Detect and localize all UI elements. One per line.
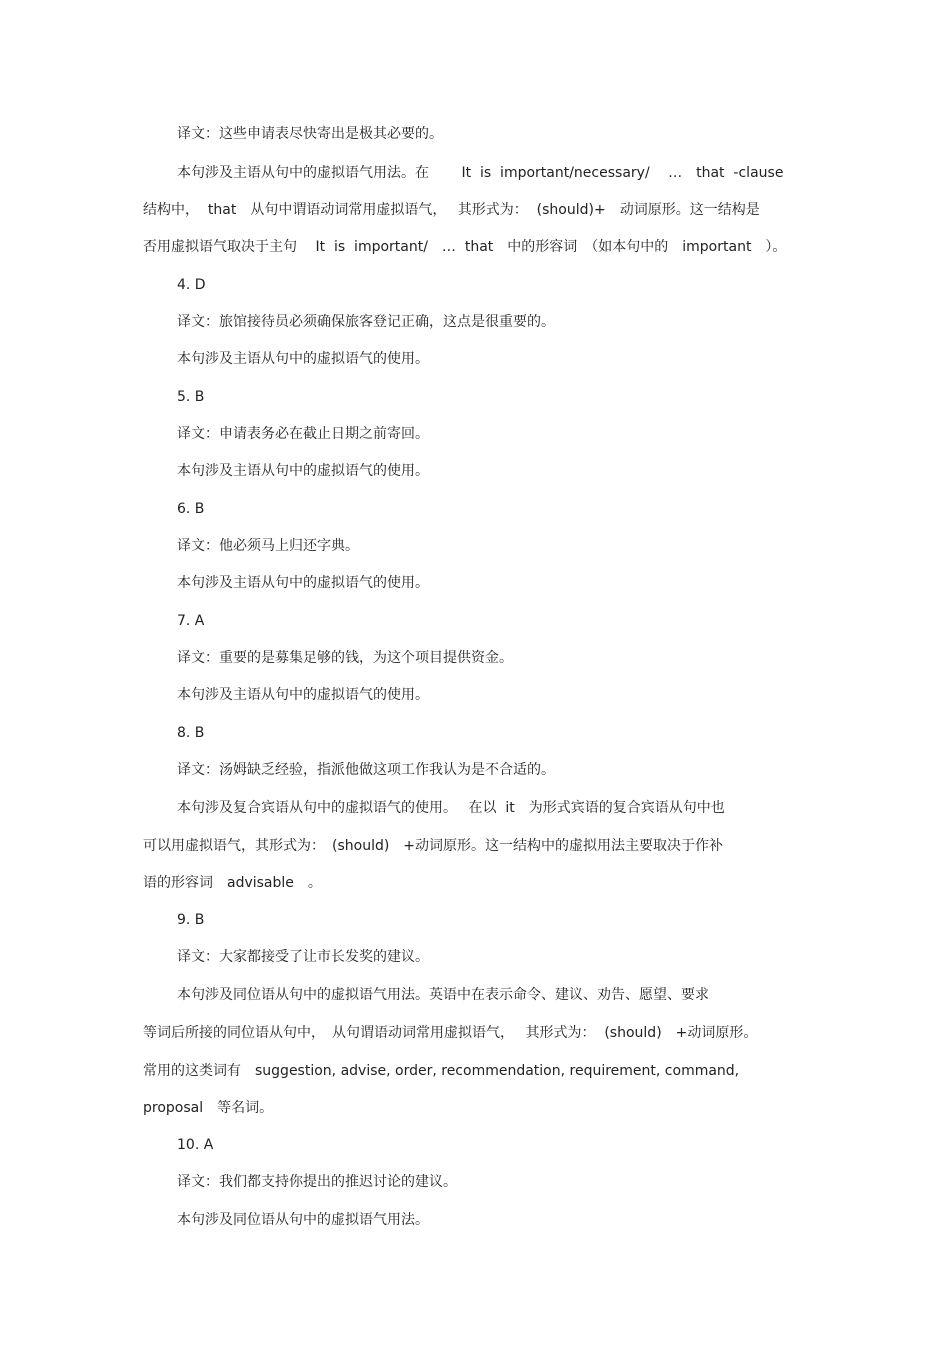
answer-heading: 7. A (177, 613, 205, 629)
explanation-line: 结构中， that 从句中谓语动词常用虚拟语气， 其形式为： (should)+ 动词原形。这一结构是 (143, 202, 760, 218)
translation-line: 译文：重要的是募集足够的钱，为这个项目提供资金。 (177, 650, 513, 666)
explanation-line: 常用的这类词有 suggestion, advise, order, recommendation, requirement, command, (143, 1063, 740, 1079)
answer-heading: 6. B (177, 501, 205, 517)
explanation-line: 本句涉及主语从句中的虚拟语气用法。在 It is important/necessary/ … that -clause (177, 165, 784, 181)
answer-heading: 10. A (177, 1137, 214, 1153)
answer-heading: 4. D (177, 277, 206, 293)
explanation-line: 本句涉及同位语从句中的虚拟语气用法。英语中在表示命令、建议、劝告、愿望、要求 (177, 987, 709, 1003)
translation-line: 译文：旅馆接待员必须确保旅客登记正确，这点是很重要的。 (177, 314, 555, 330)
explanation-line: 否用虚拟语气取决于主句 It is important/ … that 中的形容词 （如本句中的 important ）。 (143, 239, 787, 255)
answer-heading: 9. B (177, 912, 205, 928)
explanation-line: 本句涉及主语从句中的虚拟语气的使用。 (177, 463, 429, 479)
answer-heading: 5. B (177, 389, 205, 405)
answer-heading: 8. B (177, 725, 205, 741)
explanation-line: proposal 等名词。 (143, 1100, 274, 1116)
explanation-line: 语的形容词 advisable 。 (143, 875, 322, 891)
explanation-line: 本句涉及主语从句中的虚拟语气的使用。 (177, 687, 429, 703)
explanation-line: 本句涉及主语从句中的虚拟语气的使用。 (177, 575, 429, 591)
explanation-line: 本句涉及复合宾语从句中的虚拟语气的使用。 在以 it 为形式宾语的复合宾语从句中也 (177, 800, 725, 816)
explanation-line: 本句涉及主语从句中的虚拟语气的使用。 (177, 351, 429, 367)
translation-line: 译文：大家都接受了让市长发奖的建议。 (177, 949, 429, 965)
translation-line: 译文：他必须马上归还字典。 (177, 538, 359, 554)
explanation-line: 可以用虚拟语气，其形式为： (should) +动词原形。这一结构中的虚拟用法主要取决于作补 (143, 838, 724, 854)
explanation-line: 等词后所接的同位语从句中， 从句谓语动词常用虚拟语气， 其形式为： (should) +动词原形。 (143, 1025, 758, 1041)
translation-line: 译文：申请表务必在截止日期之前寄回。 (177, 426, 429, 442)
translation-line: 译文：汤姆缺乏经验，指派他做这项工作我认为是不合适的。 (177, 762, 555, 778)
explanation-line: 本句涉及同位语从句中的虚拟语气用法。 (177, 1212, 429, 1228)
translation-line: 译文：这些申请表尽快寄出是极其必要的。 (177, 126, 443, 142)
translation-line: 译文：我们都支持你提出的推迟讨论的建议。 (177, 1174, 457, 1190)
